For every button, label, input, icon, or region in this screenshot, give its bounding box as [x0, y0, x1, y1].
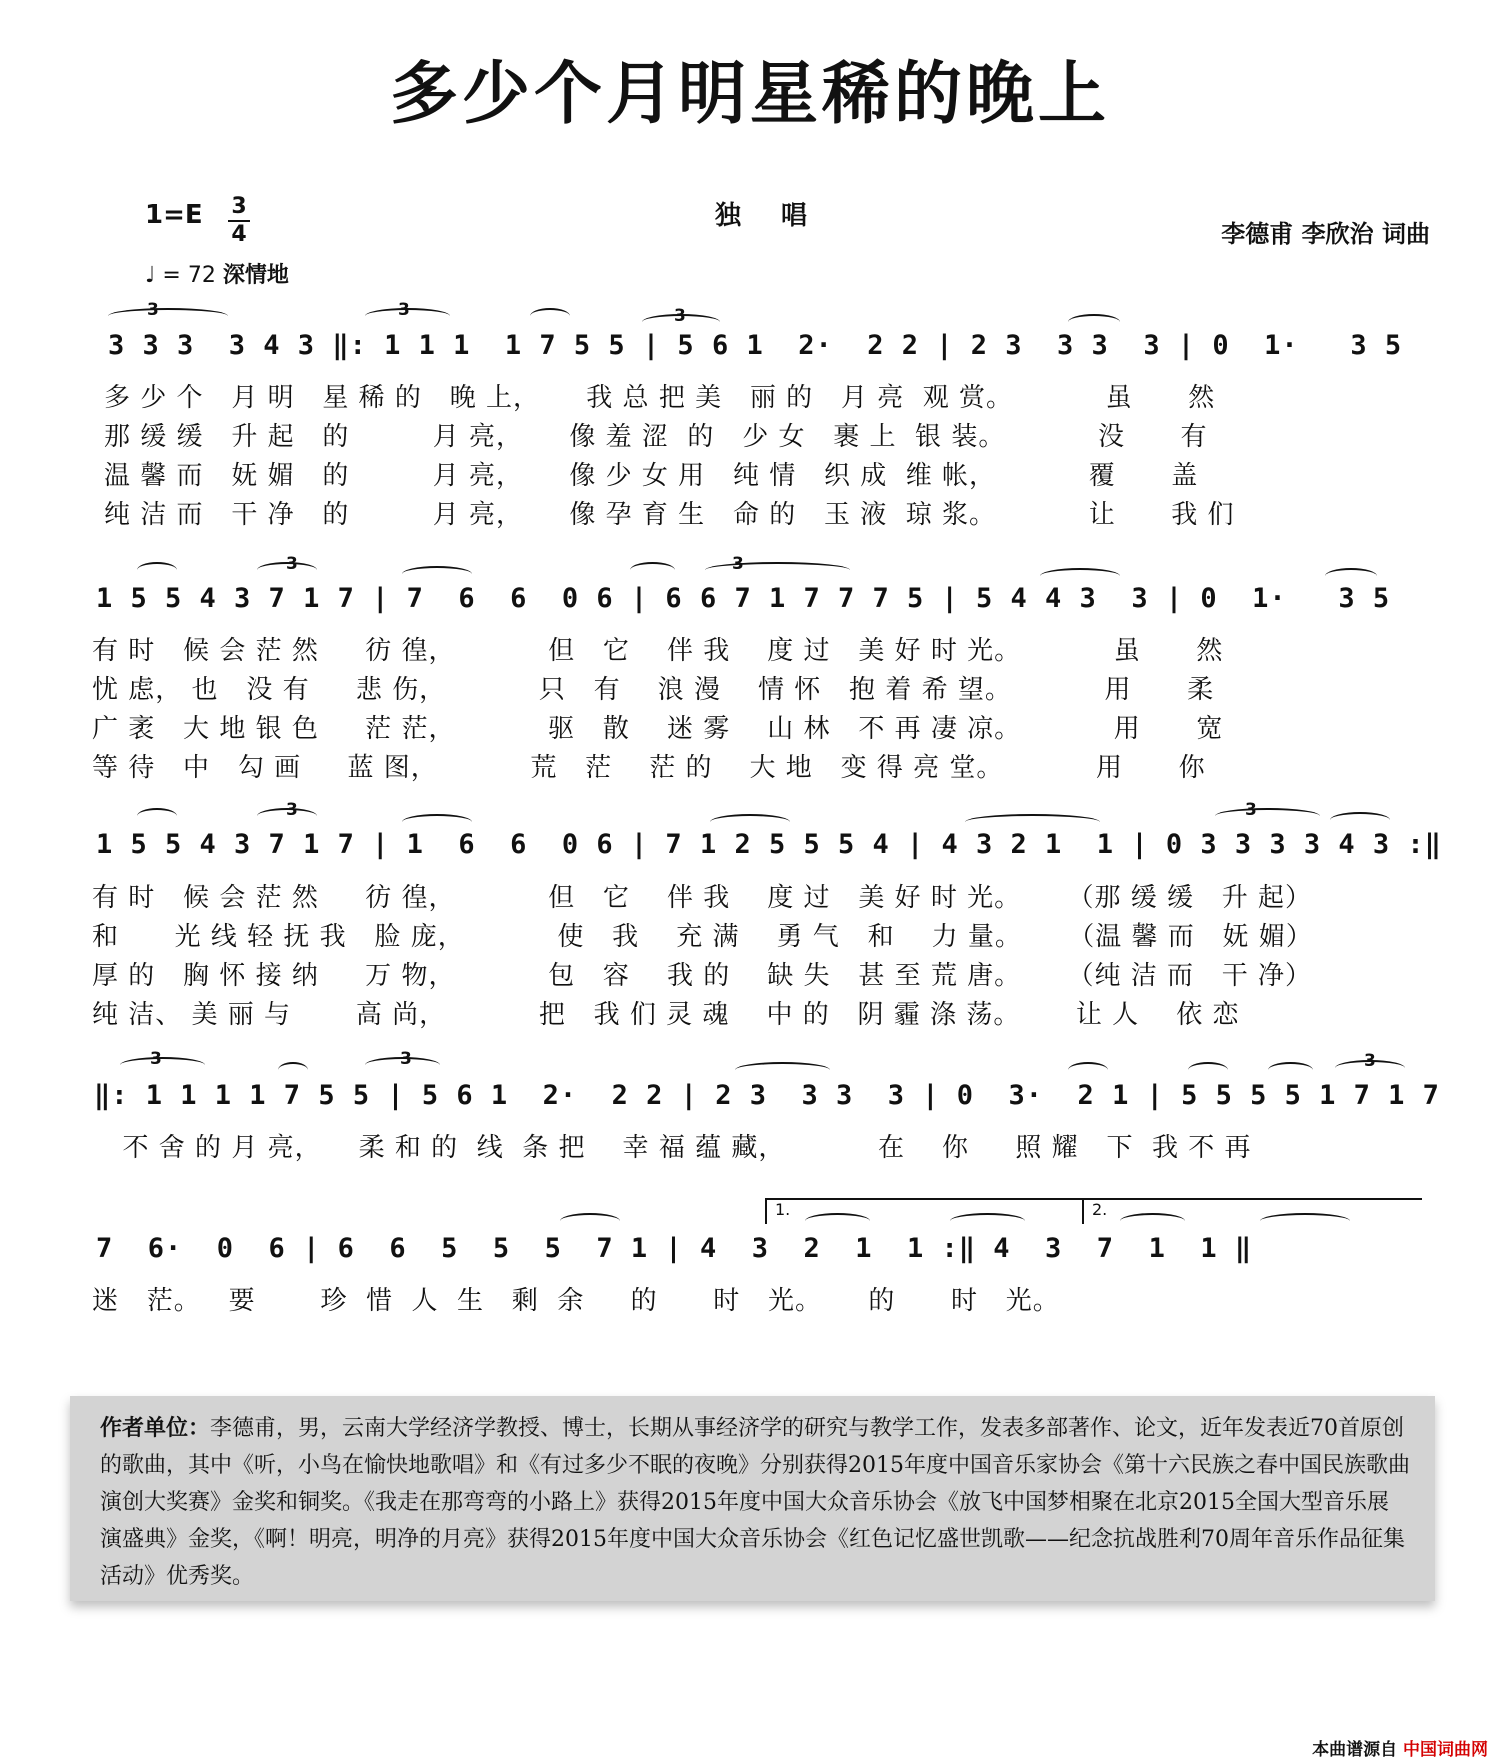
source-credit: [1312, 1735, 1488, 1760]
lyric-line: 那 缓 缓 升 起 的 月 亮， 像 羞 涩 的 少 女 裹 上 银 装。 没 有: [104, 422, 1208, 452]
triplet-mark: 3: [400, 1049, 412, 1069]
slur-mark: [1120, 1213, 1185, 1229]
volta-bracket-1: 1.: [765, 1198, 1090, 1224]
lyric-line: 等 待 中 勾 画 蓝 图， 荒 茫 茫 的 大 地 变 得 亮 堂。 用 你: [92, 753, 1206, 783]
slur-mark: [1040, 568, 1120, 584]
tempo-marking: [145, 258, 289, 289]
slur-mark: [108, 308, 228, 324]
slur-mark: [278, 1062, 308, 1078]
triplet-mark: 3: [732, 554, 744, 574]
slur-mark: [950, 1213, 1025, 1229]
notation-line: 7 6· 0 6 | 6 6 5 5 5 7 1 | 4 3 2 1 1 :‖ 4 3 7 1 1 ‖: [96, 1233, 1253, 1264]
lyric-line: 纯 洁 而 干 净 的 月 亮， 像 孕 育 生 命 的 玉 液 琼 浆。 让 我 们: [104, 500, 1235, 530]
triplet-mark: 3: [286, 800, 298, 820]
slur-mark: [705, 562, 850, 578]
tempo-value: = 72: [162, 263, 216, 288]
triplet-mark: 3: [150, 1049, 162, 1069]
lyric-line: 和 光 线 轻 抚 我 脸 庞， 使 我 充 满 勇 气 和 力 量。 （温 馨 而 妩 媚）: [92, 922, 1313, 952]
song-title: 多少个月明星稀的晚上: [389, 54, 1110, 134]
slur-mark: [965, 814, 1100, 830]
quarter-note-icon: ♩: [145, 263, 156, 288]
performance-type: 独唱: [715, 201, 848, 231]
slur-mark: [1215, 808, 1320, 824]
slur-mark: [1188, 1062, 1228, 1078]
time-numerator: 3: [228, 194, 250, 222]
slur-mark: [1068, 314, 1120, 330]
slur-mark: [1260, 1213, 1350, 1229]
slur-mark: [630, 562, 675, 578]
lyric-line: 广 袤 大 地 银 色 茫 茫， 驱 散 迷 雾 山 林 不 再 凄 凉。 用 宽: [92, 714, 1224, 744]
lyric-line: 多 少 个 月 明 星 稀 的 晚 上， 我 总 把 美 丽 的 月 亮 观 赏。 虽 然: [104, 383, 1216, 413]
author-info-body: 李德甫，男，云南大学经济学教授、博士，长期从事经济学的研究与教学工作，发表多部著作、论文，近年发表近70首原创的歌曲，其中《听，小鸟在愉快地歌唱》和《有过多少不眠的夜晚》分别获得2015年度中国音乐家协会《第十六民族之春中国民族歌曲演创大奖赛》金奖和铜奖。《我走在那弯弯的小路上》获得2015年度中国大众音乐协会《放飞中国梦相聚在北京2015全国大型音乐展演盛典》金奖，《啊！明亮，明净的月亮》获得2015年度中国大众音乐协会《红色记忆盛世凯歌——纪念抗战胜利70周年音乐作品征集活动》优秀奖。: [100, 1416, 1410, 1589]
lyric-line: 温 馨 而 妩 媚 的 月 亮， 像 少 女 用 纯 情 织 成 维 帐， 覆 盖: [104, 461, 1199, 491]
lyric-line: 忧 虑， 也 没 有 悲 伤， 只 有 浪 漫 情 怀 抱 着 希 望。 用 柔: [92, 675, 1215, 705]
notation-line: ‖: 1 1 1 1 7 5 5 | 5 6 1 2· 2 2 | 2 3 3 3 3 | 0 3· 2 1 | 5 5 5 5 1 7 1 7: [94, 1080, 1440, 1111]
slur-mark: [137, 808, 177, 824]
notation-line: 3 3 3 3 4 3 ‖: 1 1 1 1 7 5 5 | 5 6 1 2· 2 2 | 2 3 3 3 3 | 0 1· 3 5: [108, 330, 1403, 361]
slur-mark: [402, 814, 472, 830]
volta-bracket-2: 2.: [1082, 1198, 1422, 1224]
key-signature: 1=E: [145, 200, 203, 230]
slur-mark: [530, 308, 570, 324]
composer-credit: 李德甫 李欣治 词曲: [1221, 220, 1430, 248]
slur-mark: [137, 562, 177, 578]
slur-mark: [805, 1213, 870, 1229]
slur-mark: [1268, 1062, 1313, 1078]
slur-mark: [560, 1213, 620, 1229]
author-info-text: [100, 1410, 1410, 1595]
slur-mark: [1325, 568, 1377, 584]
triplet-mark: 3: [286, 554, 298, 574]
lyric-line: 纯 洁、 美 丽 与 高 尚， 把 我 们 灵 魂 中 的 阴 霾 涤 荡。 让 人 依 恋: [92, 1000, 1240, 1030]
source-label: 本曲谱源自: [1312, 1740, 1398, 1760]
lyric-line: 厚 的 胸 怀 接 纳 万 物， 包 容 我 的 缺 失 甚 至 荒 唐。 （纯 洁 而 干 净）: [92, 961, 1313, 991]
triplet-mark: 3: [147, 300, 159, 320]
lyric-line: 有 时 候 会 茫 然 彷 徨， 但 它 伴 我 度 过 美 好 时 光。 虽 然: [92, 636, 1224, 666]
lyric-line: 有 时 候 会 茫 然 彷 徨， 但 它 伴 我 度 过 美 好 时 光。 （那 缓 缓 升 起）: [92, 883, 1313, 913]
source-site: 中国词曲网: [1403, 1740, 1488, 1760]
triplet-mark: 3: [1245, 800, 1257, 820]
slur-mark: [120, 1057, 205, 1073]
slur-mark: [735, 1062, 830, 1078]
author-info-label: 作者单位：: [100, 1416, 211, 1441]
author-info-box: [70, 1396, 1435, 1601]
lyric-line: 迷 茫。 要 珍 惜 人 生 剩 余 的 时 光。 的 时 光。: [92, 1286, 1060, 1316]
time-denominator: 4: [231, 222, 247, 247]
triplet-mark: 3: [398, 300, 410, 320]
triplet-mark: 3: [674, 306, 686, 326]
slur-mark: [1330, 812, 1390, 828]
expression-marking: 深情地: [222, 263, 289, 288]
time-signature: [228, 194, 250, 248]
slur-mark: [1068, 1062, 1108, 1078]
notation-line: 1 5 5 4 3 7 1 7 | 7 6 6 0 6 | 6 6 7 1 7 7 7 5 | 5 4 4 3 3 | 0 1· 3 5: [96, 583, 1391, 614]
slur-mark: [402, 566, 472, 582]
lyric-line: 不 舍 的 月 亮， 柔 和 的 线 条 把 幸 福 蕴 藏， 在 你 照 耀 下 我 不 再: [104, 1133, 1252, 1163]
triplet-mark: 3: [1364, 1051, 1376, 1071]
notation-line: 1 5 5 4 3 7 1 7 | 1 6 6 0 6 | 7 1 2 5 5 5 4 | 4 3 2 1 1 | 0 3 3 3 3 4 3 :‖: [96, 829, 1442, 860]
slur-mark: [710, 814, 790, 830]
